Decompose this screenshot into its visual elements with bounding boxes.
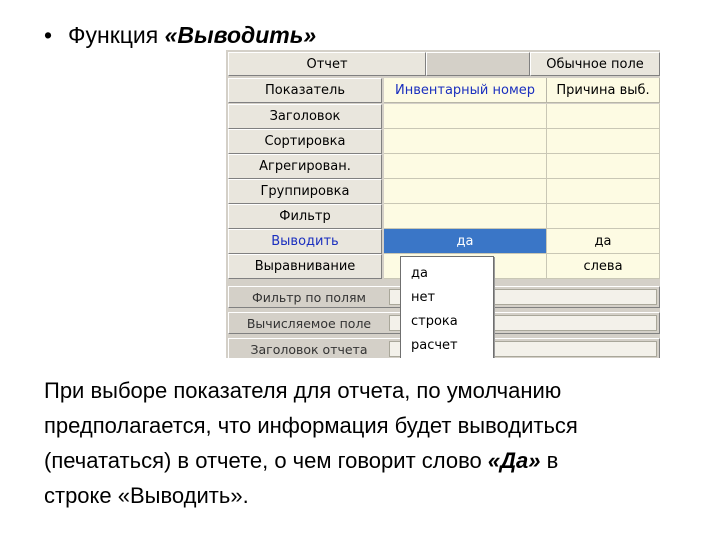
title-prefix: Функция — [68, 22, 159, 48]
calculated-field-label[interactable]: Вычисляемое поле — [246, 315, 372, 331]
slide-caption — [44, 373, 684, 513]
caption-line-3-end: в — [540, 448, 559, 473]
cell-grouping-col2[interactable] — [547, 179, 660, 204]
cell-sorting-col2[interactable] — [547, 129, 660, 154]
report-heading-label[interactable]: Заголовок отчета — [250, 341, 368, 357]
cell-alignment-col2[interactable]: слева — [547, 254, 660, 279]
cell-aggregated-col2[interactable] — [547, 154, 660, 179]
cell-output-col2[interactable]: да — [547, 229, 660, 254]
caption-emphasis-yes: «Да» — [487, 448, 541, 473]
dropdown-option-no[interactable]: нет — [411, 290, 436, 305]
row-label-heading[interactable]: Заголовок — [228, 104, 382, 129]
cell-aggregated-col1[interactable] — [384, 154, 547, 179]
dropdown-option-line[interactable]: строка — [411, 314, 458, 329]
caption-line-1: При выборе показателя для отчета, по умолчанию — [44, 378, 562, 403]
row-label-alignment[interactable]: Выравнивание — [228, 254, 382, 279]
slide-title — [44, 20, 316, 50]
bullet-icon: • — [44, 22, 53, 48]
row-label-sorting[interactable]: Сортировка — [228, 129, 382, 154]
row-label-output[interactable]: Выводить — [228, 229, 382, 254]
cell-sorting-col1[interactable] — [384, 129, 547, 154]
cell-filter-col1[interactable] — [384, 204, 547, 229]
column-header-inventory-number[interactable]: Инвентарный номер — [384, 78, 547, 103]
row-label-aggregated[interactable]: Агрегирован. — [228, 154, 382, 179]
column-header-indicator: Показатель — [228, 78, 382, 103]
row-label-filter[interactable]: Фильтр — [228, 204, 382, 229]
title-emphasis: «Выводить» — [164, 22, 317, 48]
cell-heading-col2[interactable] — [547, 104, 660, 129]
report-tab[interactable]: Отчет — [228, 52, 426, 76]
caption-line-3-start: (печататься) в отчете, о чем говорит слово — [44, 448, 488, 473]
row-label-grouping[interactable]: Группировка — [228, 179, 382, 204]
cell-output-col1-selected[interactable]: да — [384, 229, 547, 254]
cell-filter-col2[interactable] — [547, 204, 660, 229]
caption-line-4: строке «Выводить». — [44, 483, 249, 508]
cell-grouping-col1[interactable] — [384, 179, 547, 204]
report-designer-screenshot — [226, 50, 660, 358]
dropdown-option-calculation[interactable]: расчет — [411, 338, 458, 353]
dropdown-option-yes[interactable]: да — [411, 266, 428, 281]
field-filter-label[interactable]: Фильтр по полям — [252, 289, 366, 305]
output-dropdown-list[interactable] — [400, 256, 494, 358]
column-header-reason[interactable]: Причина выб. — [547, 78, 660, 103]
caption-line-3 — [44, 443, 684, 478]
cell-heading-col1[interactable] — [384, 104, 547, 129]
header-spacer — [426, 52, 530, 76]
caption-line-2: предполагается, что информация будет выводиться — [44, 413, 578, 438]
regular-field-tab[interactable]: Обычное поле — [530, 52, 660, 76]
